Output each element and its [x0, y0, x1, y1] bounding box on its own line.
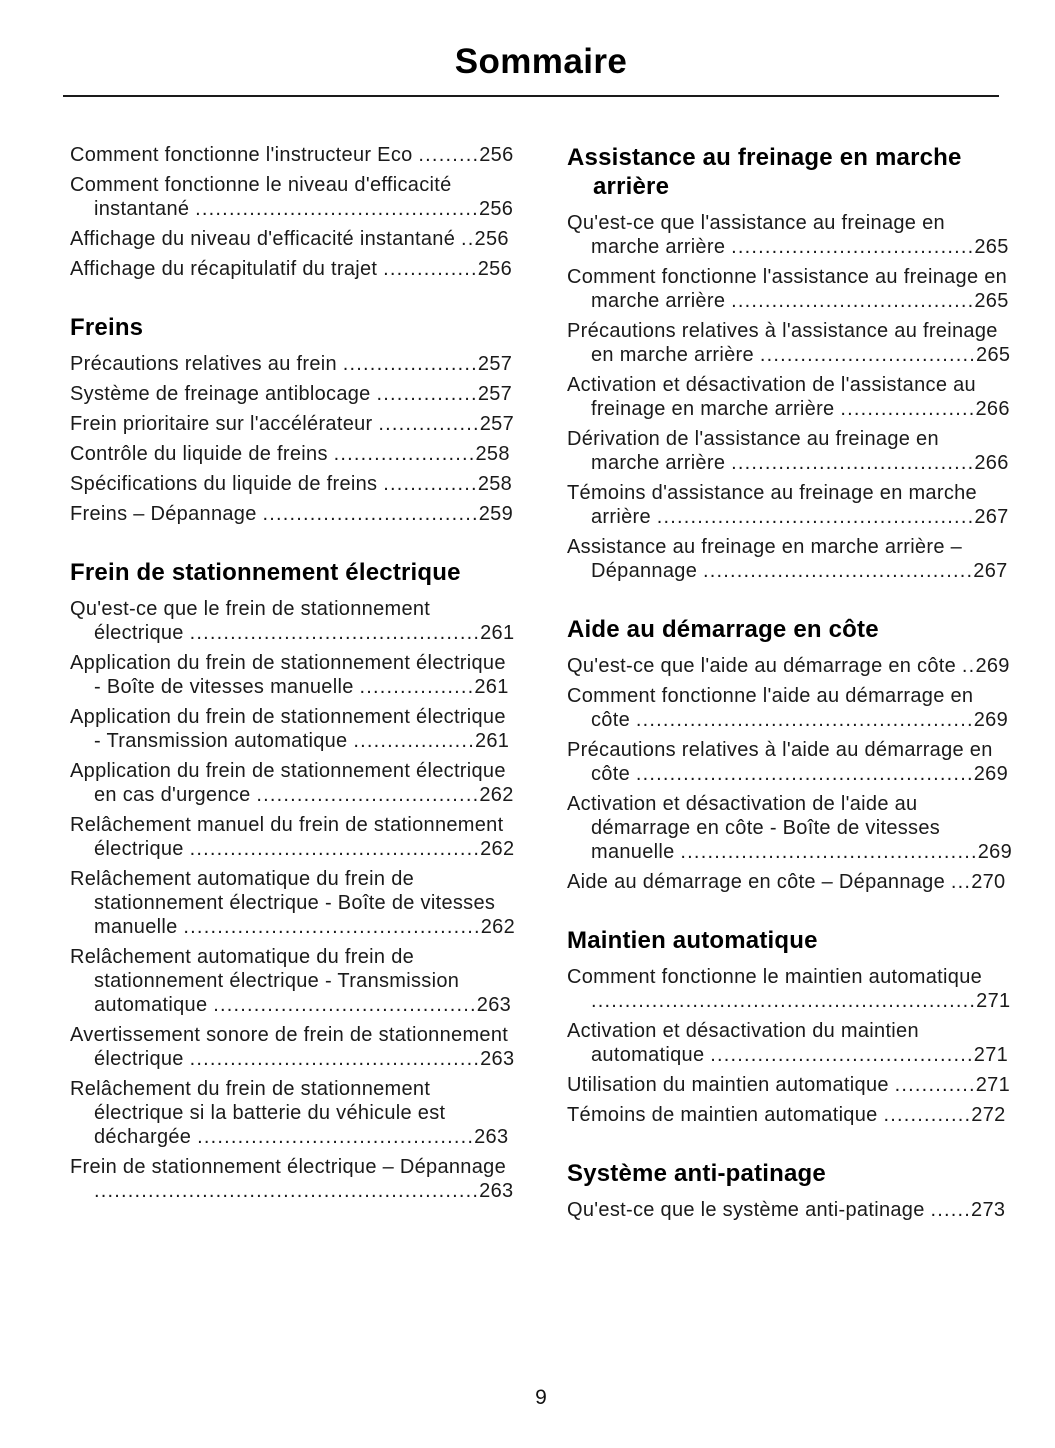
leader-group: [197, 1126, 508, 1148]
entry-label: Frein de stationnement électrique – Dépannage: [70, 1156, 506, 1178]
leader-dots: ..............: [383, 258, 478, 280]
toc-entry[interactable]: [567, 373, 1012, 421]
leader-group: [951, 871, 1006, 893]
toc-entry[interactable]: [567, 1073, 1012, 1097]
leader-group: [591, 990, 1010, 1012]
leader-group: [190, 622, 515, 644]
leader-dots: ....................................: [731, 236, 975, 258]
entry-page-number: 265: [974, 236, 1009, 258]
entry-page-number: 265: [974, 290, 1009, 312]
entry-label: Affichage du récapitulatif du trajet: [70, 258, 378, 280]
leader-dots: ...........................................: [189, 1048, 481, 1070]
leader-group: [731, 236, 1009, 258]
leader-dots: .......................................: [213, 994, 477, 1016]
leader-dots: ...............: [376, 383, 478, 405]
toc-entry[interactable]: [70, 173, 515, 221]
leader-group: [760, 344, 1011, 366]
entry-page-number: 266: [974, 452, 1009, 474]
leader-dots: .......................................: [710, 1044, 974, 1066]
toc-entry[interactable]: [567, 684, 1012, 732]
leader-group: [657, 506, 1009, 528]
page-title: Sommaire: [454, 42, 628, 81]
toc-columns: [70, 143, 1012, 1228]
leader-group: [383, 473, 512, 495]
entry-label: Précautions relatives à l'assistance au freinage en marche arrière: [567, 320, 998, 366]
section-entries: [567, 211, 1012, 583]
title-divider: [63, 95, 999, 97]
leader-group: [334, 443, 510, 465]
leader-dots: ....................................: [731, 290, 975, 312]
leader-group: [962, 655, 1010, 677]
entry-page-number: 261: [480, 622, 515, 644]
entry-page-number: 261: [474, 676, 509, 698]
leader-dots: ..: [461, 228, 475, 250]
leader-group: [931, 1199, 1006, 1221]
entry-label: Relâchement manuel du frein de stationnement électrique: [70, 814, 504, 860]
entry-page-number: 256: [477, 258, 513, 280]
entry-page-number: 259: [478, 503, 513, 525]
leader-dots: ...........................................: [189, 622, 481, 644]
entry-page-number: 258: [477, 473, 513, 495]
leader-group: [703, 560, 1008, 582]
entry-page-number: 262: [479, 784, 514, 806]
toc-entry[interactable]: [70, 1077, 515, 1149]
leader-dots: ................................: [262, 503, 479, 525]
entry-page-number: 269: [973, 763, 1008, 785]
entry-label: Affichage du niveau d'efficacité instantané: [70, 228, 456, 250]
section-entries: [70, 143, 515, 281]
entry-label: Contrôle du liquide de freins: [70, 443, 328, 465]
leader-dots: ...............................................: [656, 506, 975, 528]
toc-entry[interactable]: [567, 535, 1012, 583]
toc-entry[interactable]: [70, 1155, 515, 1203]
entry-page-number: 256: [478, 198, 514, 220]
entry-page-number: 273: [971, 1199, 1006, 1221]
entry-label: Application du frein de stationnement électrique - Boîte de vitesses manuelle: [70, 652, 506, 698]
entry-page-number: 269: [975, 655, 1010, 677]
entry-label: Témoins de maintien automatique: [567, 1104, 878, 1126]
entry-page-number: 263: [476, 994, 512, 1016]
leader-group: [710, 1044, 1008, 1066]
toc-section: [70, 558, 515, 1203]
leader-dots: ....................: [342, 353, 478, 375]
leader-group: [883, 1104, 1005, 1126]
section-entries: [567, 654, 1012, 894]
entry-label: Témoins d'assistance au freinage en marche arrière: [567, 482, 977, 528]
leader-dots: .................................: [256, 784, 480, 806]
leader-dots: ................................: [759, 344, 977, 366]
leader-group: [183, 916, 515, 938]
leader-dots: ............................................: [183, 916, 481, 938]
leader-group: [636, 763, 1008, 785]
leader-dots: ..: [961, 655, 976, 677]
toc-entry[interactable]: [70, 412, 515, 436]
entry-page-number: 269: [973, 709, 1008, 731]
toc-entry[interactable]: [70, 759, 515, 807]
toc-column-left: [70, 143, 515, 1228]
leader-dots: ...: [950, 871, 972, 893]
toc-entry[interactable]: [70, 472, 515, 496]
toc-entry[interactable]: [567, 792, 1012, 864]
entry-label: Précautions relatives au frein: [70, 353, 337, 375]
leader-dots: ......: [930, 1199, 972, 1221]
leader-group: [213, 994, 511, 1016]
entry-label: Comment fonctionne l'aide au démarrage en côte: [567, 685, 974, 731]
entry-label: Comment fonctionne l'instructeur Eco: [70, 144, 413, 166]
toc-entry[interactable]: [70, 597, 515, 645]
leader-dots: ..................: [353, 730, 475, 752]
entry-label: Activation et désactivation du maintien automatique: [567, 1020, 919, 1066]
leader-dots: .........................................: [197, 1126, 475, 1148]
leader-group: [360, 676, 509, 698]
section-entries: [70, 352, 515, 526]
entry-page-number: 263: [479, 1180, 514, 1202]
entry-label: Précautions relatives à l'aide au démarrage en côte: [567, 739, 993, 785]
leader-group: [94, 1180, 513, 1202]
entry-label: Application du frein de stationnement électrique en cas d'urgence: [70, 760, 506, 806]
entry-label: Freins – Dépannage: [70, 503, 257, 525]
entry-label: Utilisation du maintien automatique: [567, 1074, 889, 1096]
toc-entry[interactable]: [567, 481, 1012, 529]
section-entries: [567, 965, 1012, 1127]
leader-group: [343, 353, 512, 375]
toc-section: [567, 143, 1012, 583]
section-heading: Frein de stationnement électrique: [70, 559, 461, 586]
leader-dots: .........: [418, 144, 480, 166]
entry-page-number: 258: [475, 443, 510, 465]
leader-dots: ............: [894, 1074, 976, 1096]
entry-page-number: 265: [976, 344, 1011, 366]
toc-section: [70, 143, 515, 281]
entry-page-number: 261: [474, 730, 510, 752]
entry-page-number: 267: [973, 560, 1008, 582]
leader-dots: ..................................................: [635, 709, 974, 731]
entry-label: Relâchement du frein de stationnement électrique si la batterie du véhicule est déchargée: [70, 1078, 446, 1148]
toc-entry[interactable]: [567, 965, 1012, 1013]
toc-entry[interactable]: [567, 211, 1012, 259]
leader-group: [418, 144, 513, 166]
toc-entry[interactable]: [567, 738, 1012, 786]
leader-dots: ............................................: [680, 841, 978, 863]
leader-group: [636, 709, 1008, 731]
toc-entry[interactable]: [567, 1019, 1012, 1067]
toc-section: [567, 1159, 1012, 1222]
leader-group: [840, 398, 1009, 420]
leader-dots: ..............: [383, 473, 478, 495]
toc-entry[interactable]: [567, 427, 1012, 475]
leader-dots: .............: [883, 1104, 972, 1126]
leader-group: [190, 838, 515, 860]
entry-page-number: 256: [474, 228, 509, 250]
entry-page-number: 267: [974, 506, 1009, 528]
toc-entry[interactable]: [567, 265, 1012, 313]
entry-page-number: 266: [975, 398, 1010, 420]
leader-dots: .........................................................: [94, 1180, 480, 1202]
leader-group: [263, 503, 514, 525]
entry-label: Assistance au freinage en marche arrière – Dépannage: [567, 536, 963, 582]
leader-dots: .....................: [333, 443, 476, 465]
entry-label: Comment fonctionne le niveau d'efficacité instantané: [70, 174, 452, 220]
toc-entry[interactable]: [70, 705, 515, 753]
entry-page-number: 256: [479, 144, 514, 166]
entry-label: Aide au démarrage en côte – Dépannage: [567, 871, 946, 893]
entry-label: Relâchement automatique du frein de stationnement électrique - Transmission automatique: [70, 946, 460, 1016]
leader-dots: ..................................................: [635, 763, 974, 785]
entry-page-number: 271: [975, 1074, 1011, 1096]
entry-label: Qu'est-ce que le frein de stationnement électrique: [70, 598, 431, 644]
entry-page-number: 257: [479, 413, 514, 435]
entry-label: Dérivation de l'assistance au freinage en marche arrière: [567, 428, 939, 474]
entry-page-number: 263: [474, 1126, 509, 1148]
leader-group: [378, 413, 514, 435]
section-entries: [567, 1198, 1012, 1222]
toc-section: [70, 313, 515, 526]
leader-group: [461, 228, 509, 250]
toc-entry[interactable]: [70, 651, 515, 699]
leader-group: [731, 290, 1009, 312]
entry-page-number: 262: [480, 838, 515, 860]
toc-entry[interactable]: [70, 382, 515, 406]
leader-dots: ...............: [378, 413, 480, 435]
page-number: 9: [535, 1386, 547, 1409]
section-entries: [70, 597, 515, 1203]
toc-entry[interactable]: [567, 1103, 1012, 1127]
toc-section: [567, 926, 1012, 1127]
entry-label: Spécifications du liquide de freins: [70, 473, 378, 495]
leader-group: [353, 730, 509, 752]
toc-entry[interactable]: [70, 945, 515, 1017]
leader-group: [895, 1074, 1010, 1096]
toc-entry[interactable]: [70, 1023, 515, 1071]
toc-entry[interactable]: [70, 143, 515, 167]
entry-page-number: 271: [976, 990, 1011, 1012]
entry-page-number: 272: [971, 1104, 1006, 1126]
entry-page-number: 262: [480, 916, 515, 938]
leader-dots: ........................................: [703, 560, 974, 582]
toc-entry[interactable]: [567, 1198, 1012, 1222]
entry-page-number: 269: [977, 841, 1012, 863]
entry-page-number: 257: [477, 383, 513, 405]
leader-group: [190, 1048, 515, 1070]
entry-page-number: 270: [971, 871, 1006, 893]
entry-label: Comment fonctionne l'assistance au freinage en marche arrière: [567, 266, 1008, 312]
leader-dots: ....................................: [731, 452, 975, 474]
entry-label: Avertissement sonore de frein de stationnement électrique: [70, 1024, 509, 1070]
leader-group: [195, 198, 513, 220]
toc-entry[interactable]: [567, 319, 1012, 367]
entry-label: Qu'est-ce que l'aide au démarrage en côte: [567, 655, 957, 677]
leader-group: [383, 258, 512, 280]
leader-group: [680, 841, 1012, 863]
entry-page-number: 257: [477, 353, 513, 375]
entry-label: Comment fonctionne le maintien automatique: [567, 966, 983, 988]
leader-dots: ....................: [840, 398, 976, 420]
entry-label: Qu'est-ce que le système anti-patinage: [567, 1199, 925, 1221]
entry-label: Frein prioritaire sur l'accélérateur: [70, 413, 373, 435]
toc-entry[interactable]: [70, 442, 515, 466]
toc-entry[interactable]: [70, 227, 515, 251]
toc-entry[interactable]: [70, 502, 515, 526]
entry-label: Application du frein de stationnement électrique - Transmission automatique: [70, 706, 506, 752]
entry-label: Activation et désactivation de l'aide au démarrage en côte - Boîte de vitesses manuelle: [567, 793, 941, 863]
entry-label: Qu'est-ce que l'assistance au freinage en marche arrière: [567, 212, 945, 258]
leader-dots: ...........................................: [189, 838, 481, 860]
entry-label: Système de freinage antiblocage: [70, 383, 371, 405]
toc-entry[interactable]: [70, 867, 515, 939]
toc-entry[interactable]: [70, 257, 515, 281]
section-heading: Aide au démarrage en côte: [567, 616, 879, 643]
leader-dots: .................: [359, 676, 475, 698]
section-heading: Système anti-patinage: [567, 1160, 826, 1187]
toc-section: [567, 615, 1012, 894]
leader-dots: ..........................................: [195, 198, 479, 220]
entry-label: Activation et désactivation de l'assistance au freinage en marche arrière: [567, 374, 976, 420]
section-heading: Maintien automatique: [567, 927, 818, 954]
entry-label: Relâchement automatique du frein de stationnement électrique - Boîte de vitesses manuelle: [70, 868, 496, 938]
entry-page-number: 263: [480, 1048, 515, 1070]
toc-entry[interactable]: [567, 654, 1012, 678]
toc-entry[interactable]: [70, 352, 515, 376]
section-heading: Assistance au freinage en marche arrière: [567, 144, 962, 200]
leader-group: [376, 383, 512, 405]
toc-entry[interactable]: [567, 870, 1012, 894]
toc-entry[interactable]: [70, 813, 515, 861]
entry-page-number: 271: [973, 1044, 1009, 1066]
section-heading: Freins: [70, 314, 144, 341]
leader-group: [256, 784, 513, 806]
leader-dots: .........................................................: [591, 990, 977, 1012]
toc-column-right: [567, 143, 1012, 1228]
leader-group: [731, 452, 1009, 474]
